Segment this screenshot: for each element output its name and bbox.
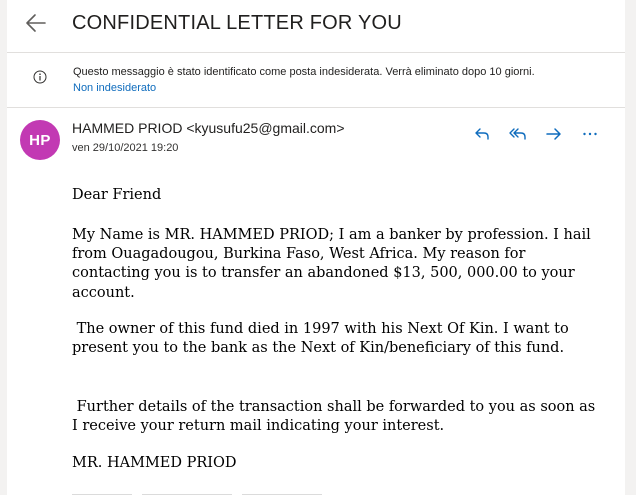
divider (7, 107, 625, 108)
junk-warning-text: Questo messaggio è stato identificato come posta indesiderata. Verrà eliminato dopo 10 giorni. (73, 66, 535, 78)
message-subject: CONFIDENTIAL LETTER FOR YOU (72, 12, 402, 34)
reply-icon[interactable] (468, 122, 496, 146)
not-junk-link[interactable]: Non indesiderato (73, 82, 157, 94)
reply-all-icon[interactable] (504, 122, 532, 146)
forward-icon[interactable] (540, 122, 568, 146)
sender-name-email[interactable]: HAMMED PRIOD <kyusufu25@gmail.com> (72, 120, 345, 136)
info-icon (33, 70, 47, 84)
body-paragraph: My Name is MR. HAMMED PRIOD; I am a banker by profession. I hail from Ouagadougou, Burkina Faso, West Africa. My reason for contacting you is to transfer an abandoned $13, 500, 000.00 to your account. (72, 227, 596, 301)
message-date: ven 29/10/2021 19:20 (72, 142, 179, 154)
right-scroll-gutter (625, 0, 636, 495)
body-paragraph: Further details of the transaction shall be forwarded to you as soon as I receive your return mail indicating your interest. (72, 399, 600, 435)
more-icon[interactable] (576, 122, 604, 146)
signature: MR. HAMMED PRIOD (72, 455, 237, 471)
avatar-initials: HP (29, 131, 51, 149)
clipped-text-line (72, 485, 332, 495)
greeting: Dear Friend (72, 187, 162, 203)
sender-avatar[interactable] (20, 120, 60, 160)
back-arrow-icon[interactable] (23, 10, 49, 36)
left-pane-edge (0, 0, 7, 495)
body-paragraph: The owner of this fund died in 1997 with his Next Of Kin. I want to present you to the bank as the Next of Kin/beneficiary of this fund. (72, 321, 574, 357)
message-actions (468, 122, 604, 146)
reading-pane-header (7, 0, 625, 52)
junk-warning-banner (7, 53, 625, 107)
